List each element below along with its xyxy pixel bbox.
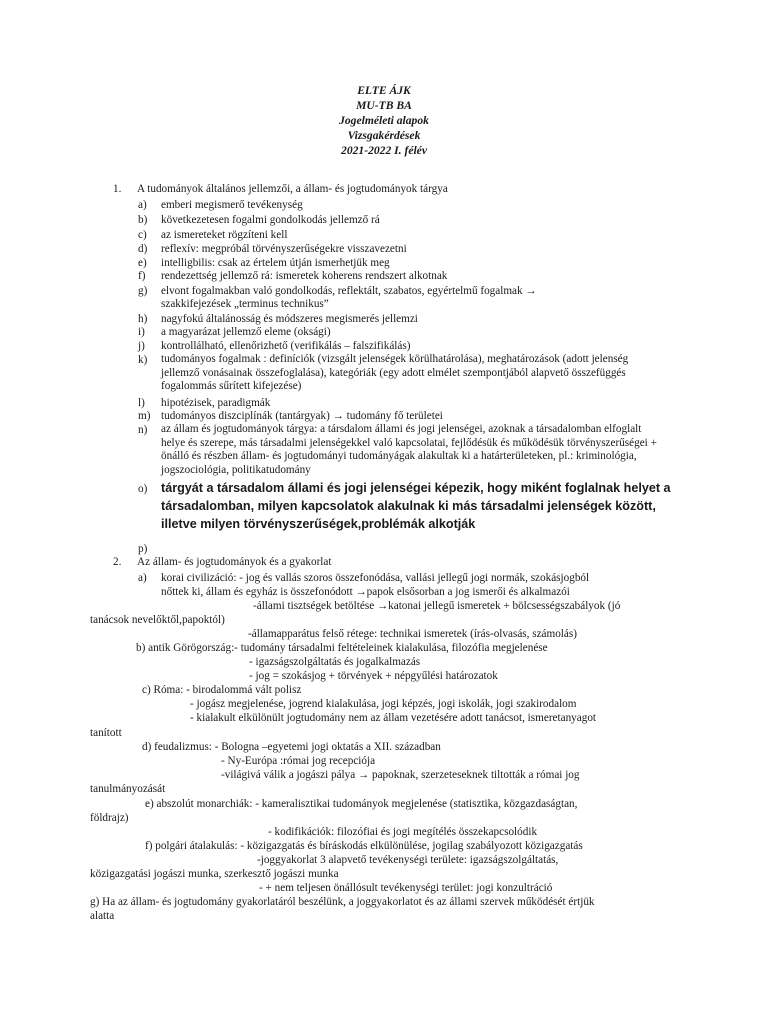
item-marker: l) [138,397,145,409]
list-item: kontrollálható, ellenőrizhető (verifikálás – falszifikálás) [161,340,411,352]
item-marker: k) [138,354,148,366]
text-line: -joggyakorlat 3 alapvető tevékenységi területe: igazságszolgáltatás, [257,854,559,866]
text-line: - kodifikációk: filozófiai és jogi megítélés összekapcsolódik [268,826,538,838]
text-line: e) abszolút monarchiák: - kameralisztikai tudományok megjelenése (statisztika, közgazdaságtan, [145,798,578,810]
list-item-emphasized: tárgyát a társadalom állami és jogi jelenségei képezik, hogy miként foglalnak helyet a társadalomban, milyen kapcsolatok alakulnak ki más társadalmi jelenségek között, illetve milyen törvényszerűségek,problémák alkotják [161,481,671,531]
list-item: reflexív: megpróbál törvényszerűségekre visszavezetni [161,243,407,255]
item-marker: n) [138,424,148,436]
header-doc-type: Vizsgakérdések [347,129,421,142]
item-marker: g) [138,285,148,297]
item-marker: o) [138,483,148,495]
item-marker: i) [138,326,145,338]
text-line: b) antik Görögország:- tudomány társadalmi feltételeinek kialakulása, filozófia megjelenése [136,642,548,654]
text-line: - jog = szokásjog + törvények + népgyűlési határozatok [249,670,498,682]
list-item: a magyarázat jellemző eleme (oksági) [161,326,331,338]
item-marker: p) [138,543,148,555]
text-line: tanított [90,727,122,739]
text-line: korai civilizáció: - jog és vallás szoros összefonódása, vallási jellegű jogi normák, szokásjogból [161,572,590,584]
item-marker: f) [138,270,146,282]
item-marker: b) [138,214,148,226]
text-line: nőttek ki, állam és egyház is összefonódott →papok elsősorban a jog ismerői és alkalmazói [161,586,570,598]
text-line: f) polgári átalakulás: - közigazgatás és bíráskodás elkülönülése, jogilag szabályozott közigazgatás [145,840,583,852]
section-1-title: A tudományok általános jellemzői, a állam- és jogtudományok tárgya [137,183,448,195]
item-marker: a) [138,199,147,211]
item-marker: j) [138,340,145,352]
list-item: intelligbilis: csak az értelem útján ismerhetjük meg [161,257,390,269]
item-marker: m) [138,410,151,422]
header-semester: 2021-2022 I. félév [341,144,427,157]
section-1-number: 1. [113,183,122,195]
list-item-continuation: szakkifejezések „terminus technikus” [161,298,329,310]
list-item: elvont fogalmakban való gondolkodás, reflektált, szabatos, egyértelmű fogalmak → [161,285,537,297]
item-marker: c) [138,229,147,241]
item-marker: h) [138,313,148,325]
header-program: MU-TB BA [356,99,412,112]
text-line: -államapparátus felső rétege: technikai ismeretek (írás-olvasás, számolás) [248,628,577,640]
list-item: következetesen fogalmi gondolkodás jellemző rá [161,214,380,226]
list-item: nagyfokú általánosság és módszeres megismerés jellemzi [161,313,418,325]
list-item: tudományos fogalmak : definíciók (vizsgált jelenségek körülhatárolása), meghatározások (adott jelenség jellemző vonásainak összefoglalása), kategóriák (egy adott elmélet szempontjából alapvető összefüggés fogalommás sűrített kifejezése) [161,353,629,393]
text-line: - kialakult elkülönült jogtudomány nem az állam vezetésére adott tanácsot, ismeretanyagot [190,712,597,724]
list-item: rendezettség jellemző rá: ismeretek koherens rendszert alkotnak [161,270,448,282]
header-course: Jogelméleti alapok [339,114,429,127]
list-item: az állam és jogtudományok tárgya: a társdalom állami és jogi jelenségei, azoknak a társadalomban elfoglalt helye és szerepe, más társadalmi jelenségekkel való kapcsolatai, fejlődésük és működésük törvényszerűségei + önálló és részben állam- és jogtudományi tudományágak alakultak ki a határterületeken, pl.: kriminológia, jogszociológia, politikatudomány [161,423,657,476]
text-line: g) Ha az állam- és jogtudomány gyakorlatáról beszélünk, a joggyakorlatot és az állami szervek működését értjük [90,896,595,908]
list-item: tudományos diszciplínák (tantárgyak) → tudomány fő területei [161,410,443,422]
text-line: d) feudalizmus: - Bologna –egyetemi jogi oktatás a XII. században [142,741,441,753]
text-line: tanácsok nevelőktől,papoktól) [90,614,225,626]
section-2-title: Az állam- és jogtudományok és a gyakorlat [137,556,332,568]
item-marker: e) [138,257,147,269]
section-2-number: 2. [113,556,122,568]
text-line: -állami tisztségek betöltése →katonai jellegű ismeretek + bölcsességszabályok (jó [253,600,621,612]
list-item: emberi megismerő tevékenység [161,199,303,211]
text-line: - Ny-Európa :római jog recepciója [221,755,376,767]
text-line: - igazságszolgáltatás és jogalkalmazás [249,656,421,668]
text-line: alatta [90,910,115,922]
item-marker: d) [138,243,148,255]
item-marker: a) [138,572,147,584]
text-line: tanulmányozását [90,783,166,795]
list-item: az ismereteket rögzíteni kell [161,229,288,241]
text-line: - + nem teljesen önállósult tevékenységi terület: jogi konzultráció [259,882,553,894]
list-item: hipotézisek, paradigmák [161,397,271,409]
header-institution: ELTE ÁJK [357,84,411,97]
text-line: -világivá válik a jogászi pálya → papoknak, szerzeteseknek tiltották a római jog [221,769,580,781]
text-line: - jogász megjelenése, jogrend kialakulása, jogi képzés, jogi iskolák, jogi szakirodalom [190,698,577,710]
text-line: c) Róma: - birodalommá vált polisz [142,684,302,696]
text-line: közigazgatási jogászi munka, szerkesztő jogászi munka [90,868,339,880]
text-line: földrajz) [90,812,129,824]
